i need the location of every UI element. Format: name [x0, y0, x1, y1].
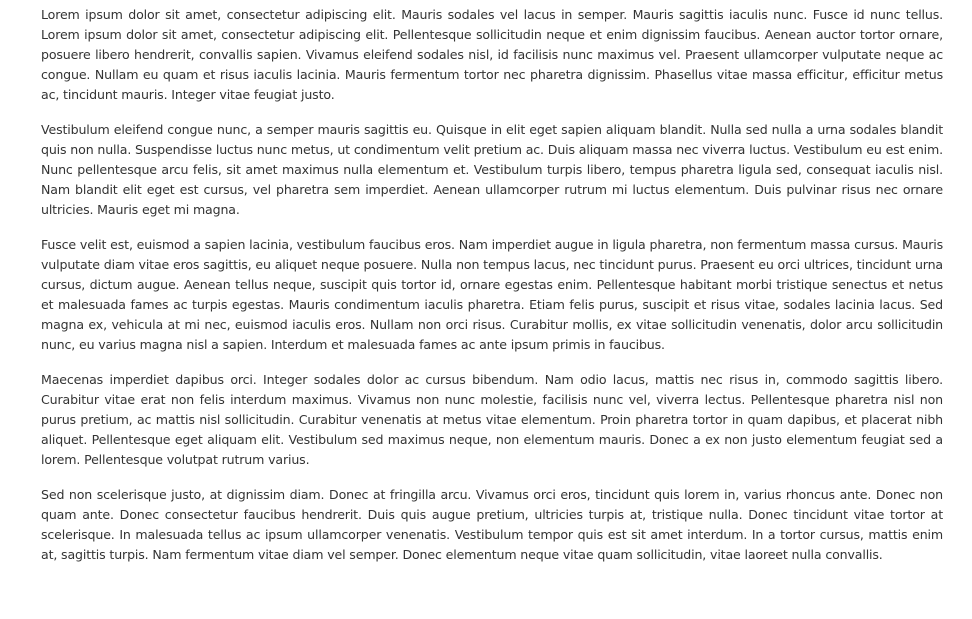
paragraph-5: Sed non scelerisque justo, at dignissim diam. Donec at fringilla arcu. Vivamus orci eros, tincidunt quis lorem in, varius rhoncus ante. Donec non quam ante. Donec consectetur faucibus hendrerit. Duis quis augue pretium, ultricies turpis at, tristique nulla. Donec tincidunt vitae tortor at scelerisque. In malesuada tellus ac ipsum ullamcorper venenatis. Vestibulum tempor quis est sit amet interdum. In a tortor cursus, mattis enim at, sagittis turpis. Nam fermentum vitae diam vel semper. Donec elementum neque vitae quam sollicitudin, vitae laoreet nulla convallis. — [41, 487, 943, 562]
paragraph-4: Maecenas imperdiet dapibus orci. Integer sodales dolor ac cursus bibendum. Nam odio lacus, mattis nec risus in, commodo sagittis libero. Curabitur vitae erat non felis interdum maximus. Vivamus non nunc molestie, facilisis nunc vel, viverra lectus. Pellentesque pharetra nisl non purus pretium, ac mattis nisl sollicitudin. Curabitur venenatis at metus vitae elementum. Proin pharetra tortor in quam dapibus, et placerat nibh aliquet. Pellentesque eget aliquam elit. Vestibulum sed maximus neque, non elementum mauris. Donec a ex non justo elementum feugiat sed a lorem. Pellentesque volutpat rutrum varius. — [41, 372, 943, 467]
paragraph-3: Fusce velit est, euismod a sapien lacinia, vestibulum faucibus eros. Nam imperdiet augue in ligula pharetra, non fermentum massa cursus. Mauris vulputate diam vitae eros sagittis, eu aliquet neque posuere. Nulla non tempus lacus, nec tincidunt purus. Praesent eu orci ultrices, tincidunt urna cursus, dictum augue. Aenean tellus neque, suscipit quis tortor id, ornare egestas enim. Pellentesque habitant morbi tristique senectus et netus et malesuada fames ac turpis egestas. Mauris condimentum iaculis pharetra. Etiam felis purus, suscipit et risus vitae, sodales lacinia lacus. Sed magna ex, vehicula at mi nec, euismod iaculis eros. Nullam non orci risus. Curabitur mollis, ex vitae sollicitudin venenatis, dolor arcu sollicitudin nunc, eu varius magna nisl a sapien. Interdum et malesuada fames ac ante ipsum primis in faucibus. — [41, 237, 943, 352]
paragraph-2: Vestibulum eleifend congue nunc, a semper mauris sagittis eu. Quisque in elit eget sapien aliquam blandit. Nulla sed nulla a urna sodales blandit quis non nulla. Suspendisse luctus nunc metus, ut condimentum velit pretium ac. Duis aliquam massa nec viverra luctus. Vestibulum eu est enim. Nunc pellentesque arcu felis, sit amet maximus nulla elementum et. Vestibulum turpis libero, tempus pharetra ligula sed, consequat iaculis nisl. Nam blandit elit eget est cursus, vel pharetra sem imperdiet. Aenean ullamcorper rutrum mi luctus elementum. Duis pulvinar risus nec ornare ultricies. Mauris eget mi magna. — [41, 122, 943, 217]
article-body — [41, 5, 943, 580]
paragraph-1: Lorem ipsum dolor sit amet, consectetur adipiscing elit. Mauris sodales vel lacus in semper. Mauris sagittis iaculis nunc. Fusce id nunc tellus. Lorem ipsum dolor sit amet, consectetur adipiscing elit. Pellentesque sollicitudin neque et enim dignissim faucibus. Aenean auctor tortor ornare, posuere libero hendrerit, convallis sapien. Vivamus eleifend sodales nisl, id facilisis nunc maximus vel. Praesent ullamcorper vulputate neque ac congue. Nullam eu quam et risus iaculis lacinia. Mauris fermentum tortor nec pharetra dignissim. Phasellus vitae massa efficitur, efficitur metus ac, tincidunt mauris. Integer vitae feugiat justo. — [41, 7, 943, 102]
